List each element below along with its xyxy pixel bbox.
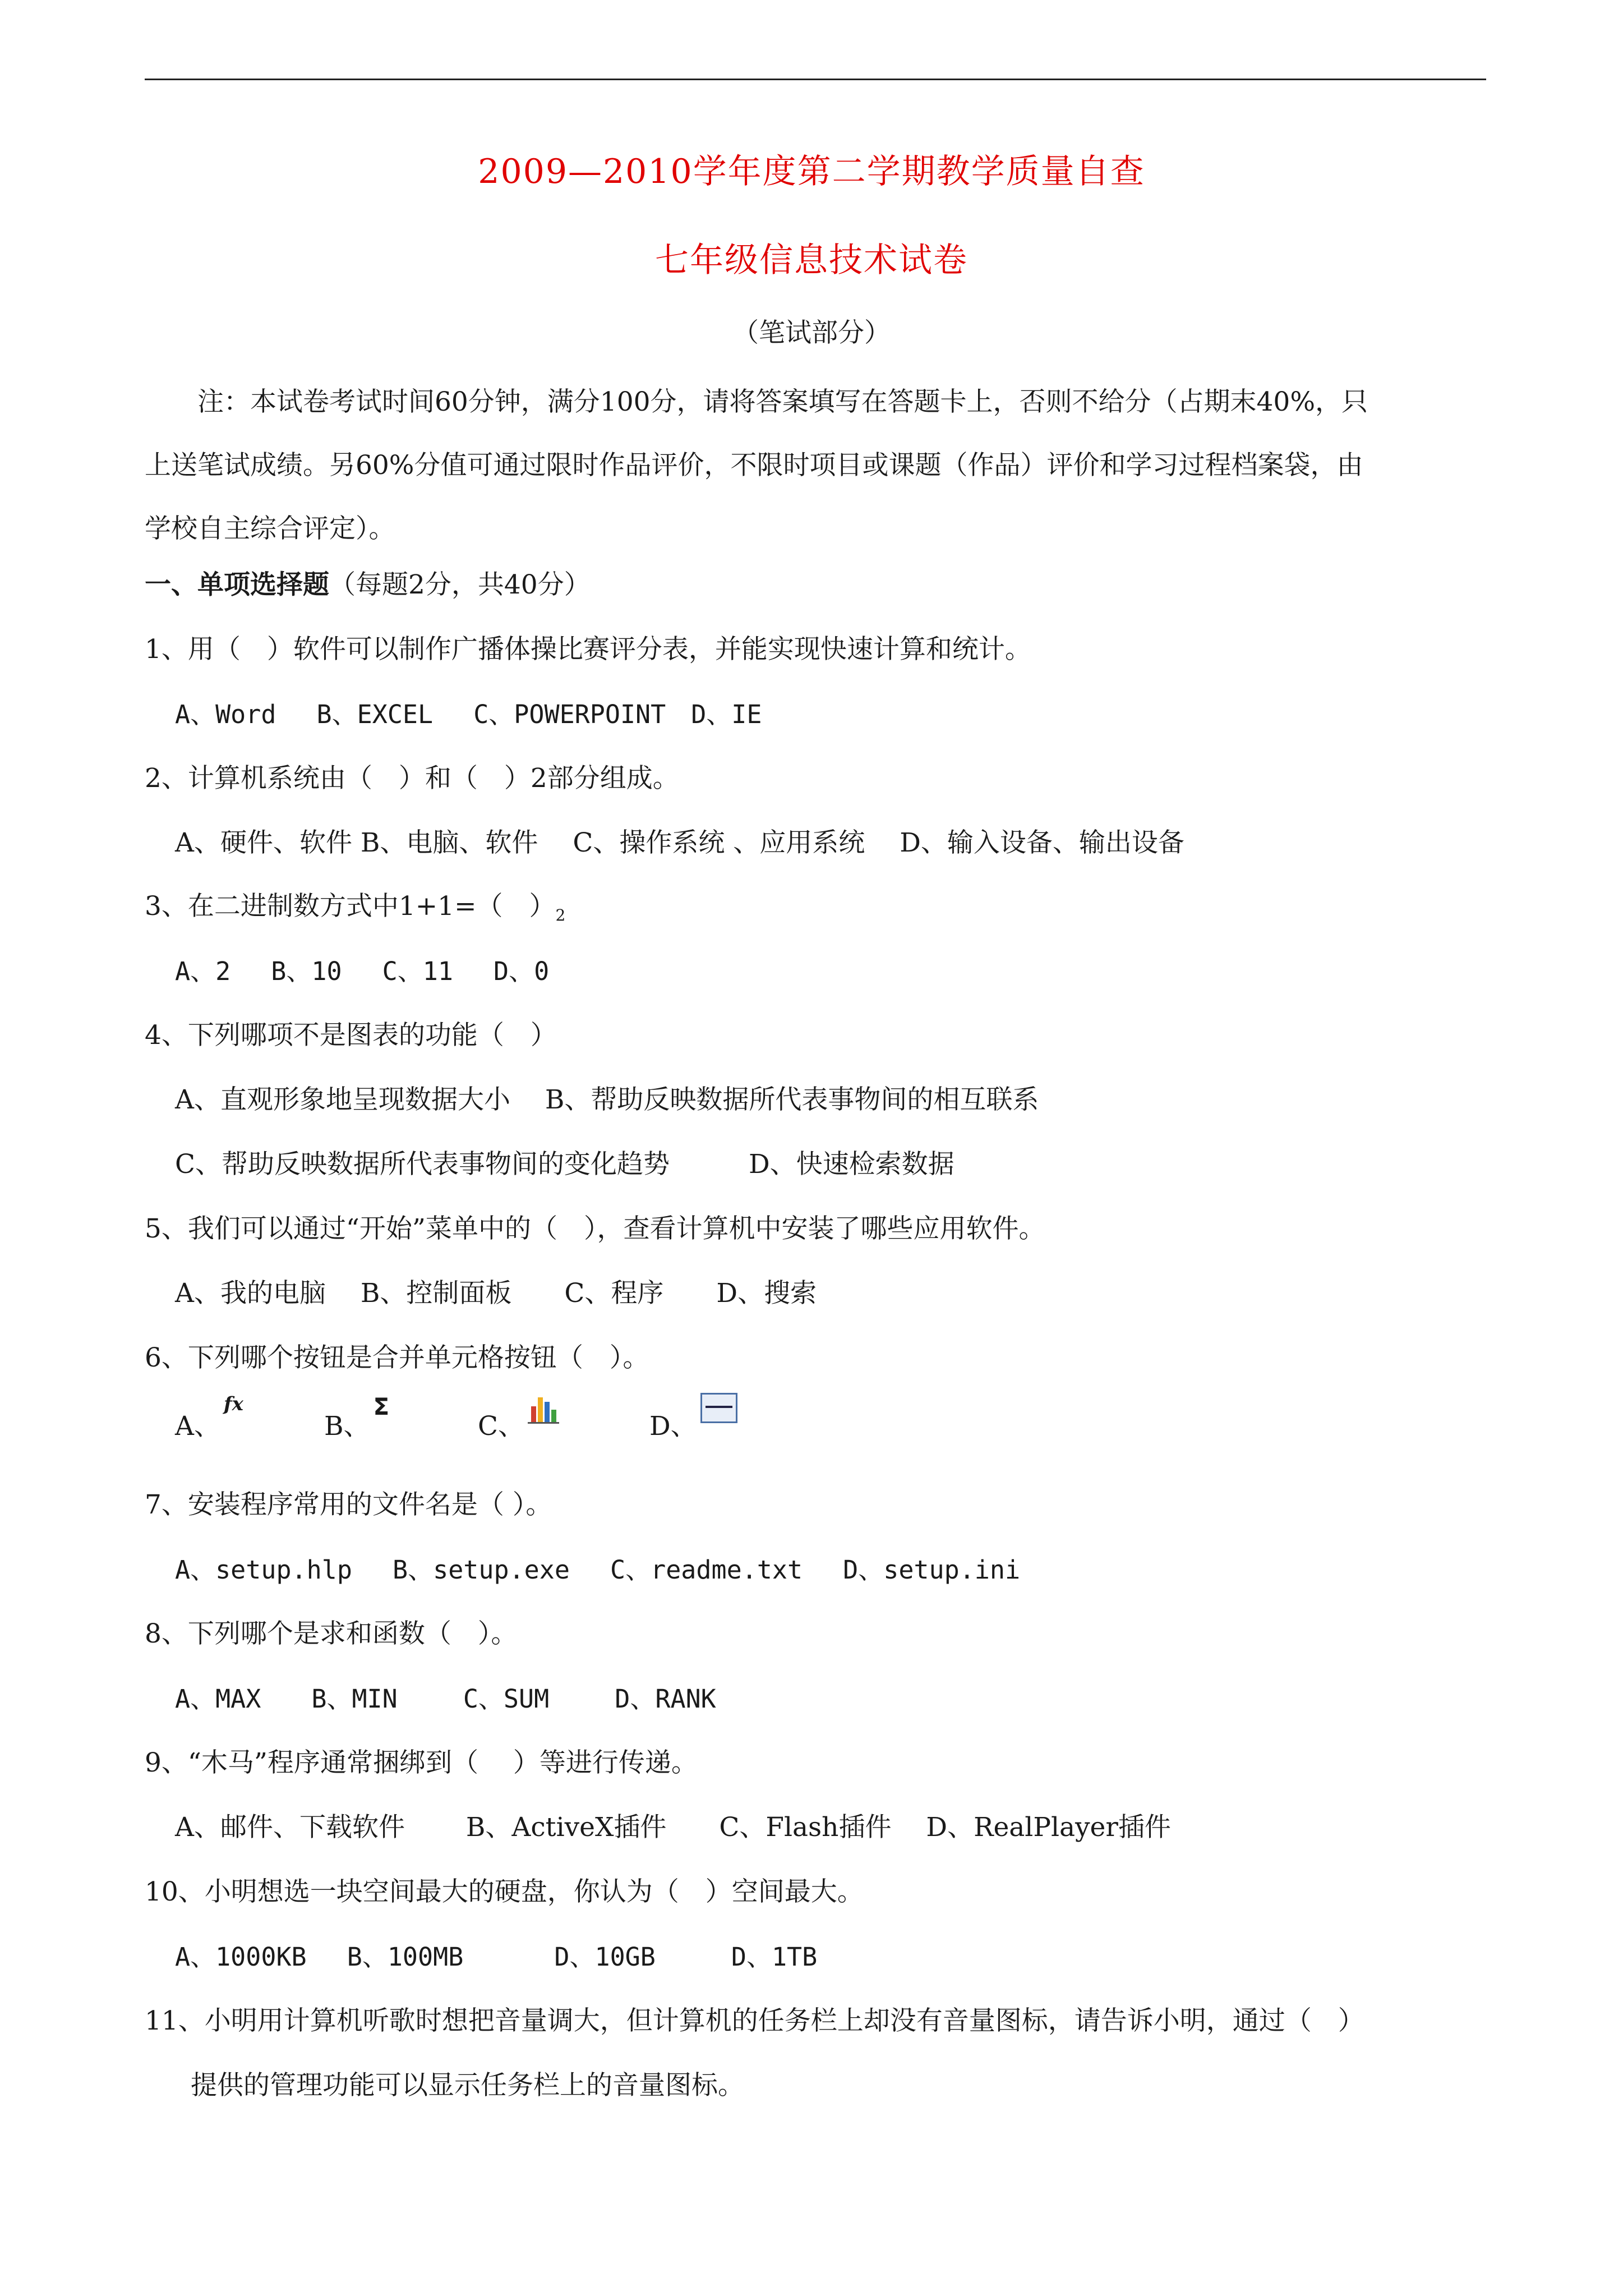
function-fx-icon: fx [223,1393,243,1415]
exam-title-subject: 七年级信息技术试卷 [655,241,968,280]
option-label: D、 [649,1411,697,1442]
option-label: B、 [324,1411,370,1442]
instructions-line-1: 注：本试卷考试时间60分钟，满分100分，请将答案填写在答题卡上，否则不给分（占期末40%，只 [197,386,1368,417]
option-d [649,1405,737,1443]
question-options: C、帮助反映数据所代表事物间的变化趋势 D、快速检索数据 [175,1149,955,1180]
question-stem: 9、“木马”程序通常捆绑到（ ）等进行传递。 [145,1747,698,1778]
question-options: A、硬件、软件 B、电脑、软件 C、操作系统 、应用系统 D、输入设备、输出设备 [175,827,1184,858]
question-stem: 8、下列哪个是求和函数（ ）。 [145,1618,518,1649]
option-c [478,1405,559,1443]
question-stem: 4、下列哪项不是图表的功能（ ） [145,1020,557,1051]
question-options: A、1000KB B、100MB D、10GB D、1TB [175,1942,818,1972]
section-title: 一、单项选择题 [145,569,329,600]
question-stem: 1、用（ ）软件可以制作广播体操比赛评分表，并能实现快速计算和统计。 [145,634,1031,665]
question-options: A、setup.hlp B、setup.exe C、readme.txt D、setup.ini [175,1555,1021,1585]
question-options: A、邮件、下载软件 B、ActiveX插件 C、Flash插件 D、RealPlayer插件 [175,1812,1171,1843]
question-stem: 10、小明想选一块空间最大的硬盘，你认为（ ）空间最大。 [145,1876,864,1907]
merge-center-icon [700,1393,737,1423]
question-stem-continued: 提供的管理功能可以显示任务栏上的音量图标。 [191,2070,744,2101]
question-options: A、Word B、EXCEL C、POWERPOINT D、IE [175,700,762,729]
autosum-sigma-icon: Σ [373,1393,390,1420]
question-stem: 7、安装程序常用的文件名是（ ）。 [145,1489,552,1520]
binary-subscript: 2 [555,906,566,924]
instructions-line-2: 上送笔试成绩。另60%分值可通过限时作品评价，不限时项目或课题（作品）评价和学习过程档案袋，由 [145,450,1363,481]
instructions-line-3: 学校自主综合评定）。 [145,513,395,544]
question-stem: 6、下列哪个按钮是合并单元格按钮（ ）。 [145,1342,649,1373]
exam-title-year: 2009—2010学年度第二学期教学质量自查 [478,152,1145,191]
question-options: A、我的电脑 B、控制面板 C、程序 D、搜索 [175,1278,817,1309]
question-stem: 11、小明用计算机听歌时想把音量调大，但计算机的任务栏上却没有音量图标，请告诉小明，通过（ ） [145,2005,1364,2036]
option-label: C、 [478,1411,524,1442]
question-options: A、2 B、10 C、11 D、0 [175,956,550,986]
question-options: A、MAX B、MIN C、SUM D、RANK [175,1684,716,1714]
question-stem [145,885,565,924]
question-options: A、直观形象地呈现数据大小 B、帮助反映数据所代表事物间的相互联系 [175,1084,1039,1115]
exam-instructions [145,370,1486,560]
chart-wizard-icon [528,1393,559,1424]
question-stem-text: 3、在二进制数方式中1+1=（ ） [145,891,556,922]
option-b [324,1393,390,1443]
section-heading [145,564,591,601]
exam-subtitle: （笔试部分） [732,318,891,348]
header-rule [145,79,1486,80]
question-stem: 5、我们可以通过“开始”菜单中的（ ），查看计算机中安装了哪些应用软件。 [145,1213,1045,1244]
option-label: A、 [175,1411,220,1442]
question-stem: 2、计算机系统由（ ）和（ ）2部分组成。 [145,763,679,794]
option-a [175,1393,243,1443]
section-scoring: （每题2分，共40分） [329,569,591,600]
